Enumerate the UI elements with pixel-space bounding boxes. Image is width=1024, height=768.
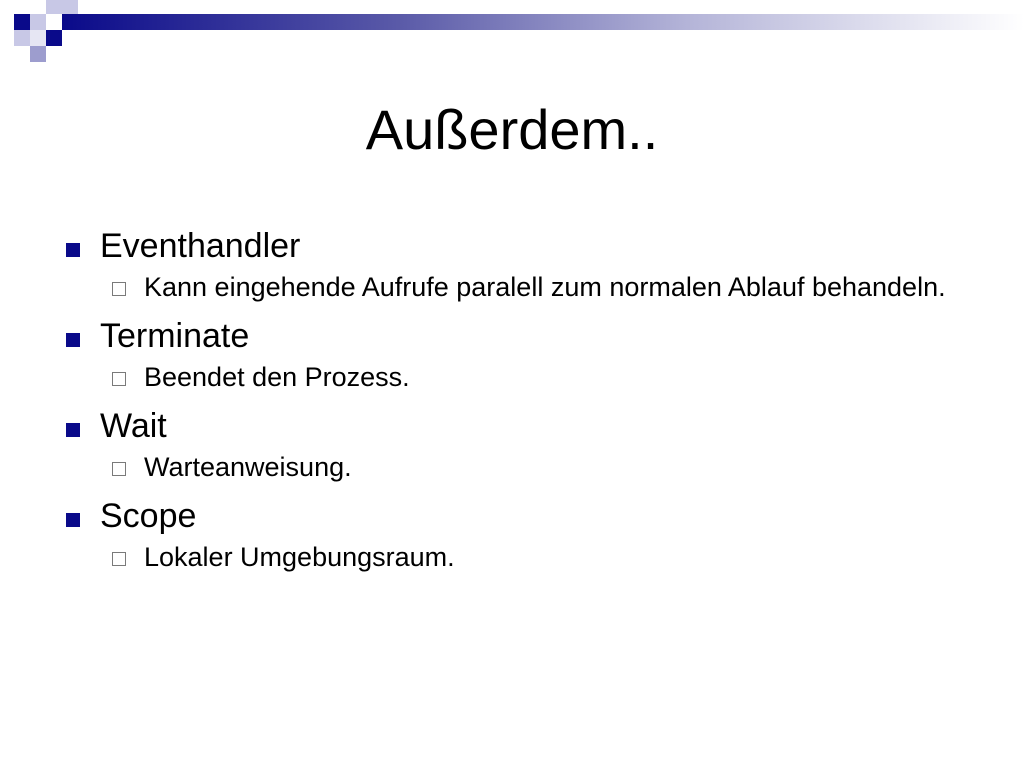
decoration-square xyxy=(14,14,30,30)
sub-bullet-text: Beendet den Prozess. xyxy=(144,362,410,392)
bullet-list xyxy=(60,224,960,584)
bullet-group xyxy=(60,404,960,484)
bullet-text: Terminate xyxy=(100,317,250,355)
sub-bullet-item xyxy=(144,270,960,304)
sub-bullet-text: Lokaler Umgebungsraum. xyxy=(144,542,455,572)
square-bullet-icon xyxy=(66,333,80,347)
hollow-square-bullet-icon xyxy=(112,462,126,476)
decoration-square xyxy=(46,0,62,14)
hollow-square-bullet-icon xyxy=(112,372,126,386)
bullet-item xyxy=(60,224,960,268)
header-gradient-bar xyxy=(62,14,1024,30)
sub-bullet-item xyxy=(144,360,960,394)
bullet-group xyxy=(60,494,960,574)
square-bullet-icon xyxy=(66,423,80,437)
bullet-item xyxy=(60,494,960,538)
sub-bullet-item xyxy=(144,450,960,484)
bullet-text: Scope xyxy=(100,497,197,535)
bullet-item xyxy=(60,404,960,448)
square-bullet-icon xyxy=(66,513,80,527)
hollow-square-bullet-icon xyxy=(112,552,126,566)
bullet-text: Eventhandler xyxy=(100,227,301,265)
square-bullet-icon xyxy=(66,243,80,257)
bullet-text: Wait xyxy=(100,407,167,445)
sub-bullet-text: Warteanweisung. xyxy=(144,452,352,482)
hollow-square-bullet-icon xyxy=(112,282,126,296)
bullet-item xyxy=(60,314,960,358)
bullet-group xyxy=(60,224,960,304)
decoration-square xyxy=(30,46,46,62)
decoration-square xyxy=(14,30,30,46)
sub-bullet-item xyxy=(144,540,960,574)
decoration-square xyxy=(30,30,46,46)
header-decoration xyxy=(0,0,1024,62)
bullet-group xyxy=(60,314,960,394)
decoration-square xyxy=(62,0,78,14)
decoration-square xyxy=(30,14,46,30)
decoration-square xyxy=(46,30,62,46)
sub-bullet-text: Kann eingehende Aufrufe paralell zum normalen Ablauf behandeln. xyxy=(144,272,946,302)
slide-title: Außerdem.. xyxy=(365,98,659,161)
